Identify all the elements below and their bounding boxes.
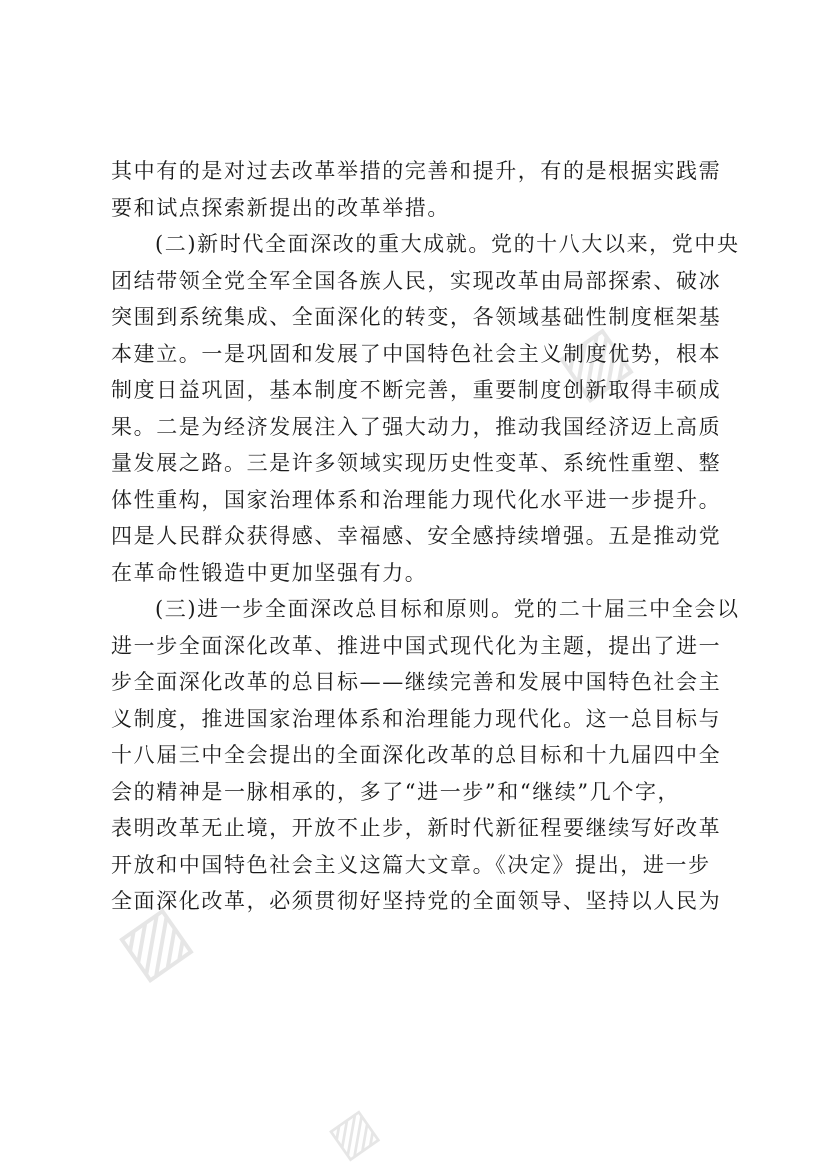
watermark: ▨ (102, 888, 204, 994)
text-line: 突围到系统集成、全面深化的转变，各领域基础性制度框架基 (111, 305, 722, 329)
text-line: 开放和中国特色社会主义这篇大文章。《决定》提出，进一步 (111, 852, 711, 877)
text-line: 会的精神是一脉相承的，多了“进一步”和“继续”几个字， (111, 779, 681, 804)
document-body (111, 153, 740, 920)
text-line: 团结带领全党全军全国各族人民，实现改革由局部探索、破冰 (111, 268, 722, 293)
text-line: 进一步全面深化改革、推进中国式现代化为主题，提出了进一 (111, 633, 722, 658)
text-line: 要和试点探索新提出的改革举措。 (111, 195, 450, 220)
text-line: 表明改革无止境，开放不止步，新时代新征程要继续写好改革 (111, 816, 722, 840)
watermark: ▨ (318, 1097, 388, 1169)
text-line: 全面深化改革，必须贯彻好坚持党的全面领导、坚持以人民为 (111, 889, 722, 913)
text-line: 果。二是为经济发展注入了强大动力，推动我国经济迈上高质 (111, 414, 722, 439)
text-line: 制度日益巩固，基本制度不断完善，重要制度创新取得丰硕成 (111, 378, 722, 402)
text-line: 十八届三中全会提出的全面深化改革的总目标和十九届四中全 (111, 743, 722, 767)
text-line: 义制度，推进国家治理体系和治理能力现代化。这一总目标与 (111, 706, 722, 731)
text-line: 步全面深化改革的总目标——继续完善和发展中国特色社会主 (111, 670, 722, 694)
watermark: ▨ (542, 308, 644, 414)
text-line: 本建立。一是巩固和发展了中国特色社会主义制度优势，根本 (111, 341, 722, 366)
text-line: 其中有的是对过去改革举措的完善和提升，有的是根据实践需 (111, 159, 722, 183)
text-line: 量发展之路。三是许多领域实现历史性变革、系统性重塑、整 (111, 451, 722, 475)
paragraph-start-line: (二)新时代全面深改的重大成就。党的十八大以来，党中央 (155, 232, 740, 256)
text-line: 在革命性锻造中更加坚强有力。 (111, 560, 428, 585)
text-line: 体性重构，国家治理体系和治理能力现代化水平进一步提升。 (111, 487, 722, 512)
paragraph-start-line: (三)进一步全面深改总目标和原则。党的二十届三中全会以 (155, 597, 740, 621)
text-line: 四是人民群众获得感、幸福感、安全感持续增强。五是推动党 (111, 524, 722, 548)
